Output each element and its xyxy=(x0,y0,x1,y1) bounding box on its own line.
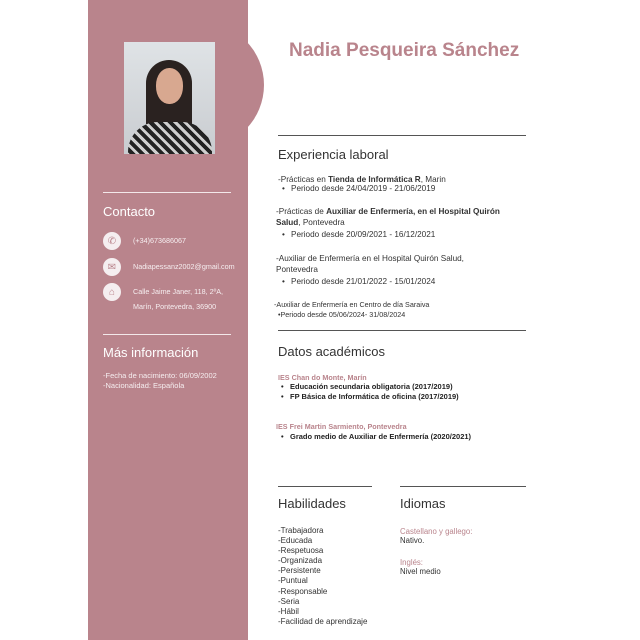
nationality: -Nacionalidad: Española xyxy=(103,381,185,390)
phone-icon: ✆ xyxy=(103,232,121,250)
skills-list: -Trabajadora -Educada -Respetuosa -Organizada -Persistente -Puntual -Responsable -Seria -Hábil -Facilidad de aprendizaje xyxy=(278,526,368,626)
divider xyxy=(278,135,526,136)
language-name: Inglés: xyxy=(400,558,423,567)
job-1: -Prácticas en Tienda de Informática R, Marin xyxy=(278,175,446,184)
job-4-period: •Periodo desde 05/06/2024- 31/08/2024 xyxy=(278,310,406,319)
job-4: -Auxiliar de Enfermería en Centro de día Saraiva xyxy=(274,300,430,309)
experience-title: Experiencia laboral xyxy=(278,147,389,162)
divider xyxy=(400,486,526,487)
job-2: -Prácticas de Auxiliar de Enfermería, en el Hospital Quirón Salud, Pontevedra xyxy=(276,207,500,227)
academic-title: Datos académicos xyxy=(278,344,385,359)
divider xyxy=(278,486,372,487)
degree: • Educación secundaria obligatoria (2017/2019) xyxy=(290,382,453,391)
divider xyxy=(278,330,526,331)
job-1-period: • Periodo desde 24/04/2019 - 21/06/2019 xyxy=(291,184,435,193)
language-level: Nativo. xyxy=(400,536,425,545)
contact-email: ✉ Nadiapessanz2002@gmail.com xyxy=(103,258,235,276)
contact-address: ⌂ Calle Jaime Janer, 118, 2ºA, Marín, Pontevedra, 36900 xyxy=(103,283,223,314)
profile-photo xyxy=(124,42,215,154)
location-icon: ⌂ xyxy=(103,283,121,301)
school-2: IES Frei Martin Sarmiento, Pontevedra xyxy=(276,422,407,431)
sidebar-divider-2 xyxy=(103,334,231,335)
languages-title: Idiomas xyxy=(400,496,446,511)
contact-title: Contacto xyxy=(103,204,156,219)
job-3-period: • Periodo desde 21/01/2022 - 15/01/2024 xyxy=(291,277,435,286)
language-name: Castellano y gallego: xyxy=(400,527,473,536)
mail-icon: ✉ xyxy=(103,258,121,276)
birth-date: -Fecha de nacimiento: 06/09/2002 xyxy=(103,371,217,380)
job-2-period: • Periodo desde 20/09/2021 - 16/12/2021 xyxy=(291,230,435,239)
skills-title: Habilidades xyxy=(278,496,346,511)
degree: • Grado medio de Auxiliar de Enfermería (2020/2021) xyxy=(290,432,471,441)
more-info-title: Más información xyxy=(103,345,199,360)
contact-phone: ✆ (+34)673686067 xyxy=(103,232,186,250)
person-name: Nadia Pesqueira Sánchez xyxy=(289,40,520,61)
job-3: -Auxiliar de Enfermería en el Hospital Quirón Salud, Pontevedra xyxy=(276,254,464,274)
degree: • FP Básica de Informática de oficina (2017/2019) xyxy=(290,392,459,401)
language-level: Nivel medio xyxy=(400,567,441,576)
school-1: IES Chan do Monte, Marín xyxy=(278,373,367,382)
sidebar-divider xyxy=(103,192,231,193)
